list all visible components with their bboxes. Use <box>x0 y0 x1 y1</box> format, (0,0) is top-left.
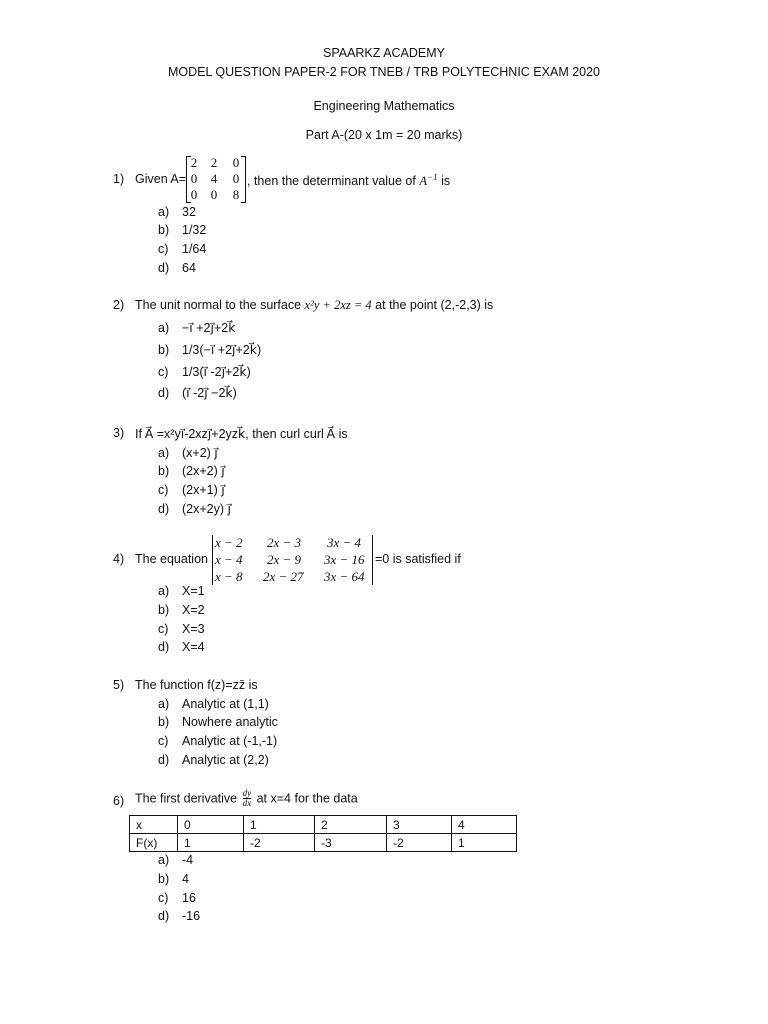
option-a <box>158 584 205 598</box>
matrix-cell: 0 <box>210 187 218 202</box>
matrix-cell: 2 <box>190 155 198 170</box>
option-text: (x+2) j⃗ <box>182 446 218 460</box>
option-text: X=1 <box>182 584 205 598</box>
option-text: 1/32 <box>182 223 207 237</box>
determinant-cell: 3x − 64 <box>324 569 365 584</box>
matrix-cell: 0 <box>232 171 240 186</box>
option-c <box>158 734 277 748</box>
matrix-cell: 0 <box>232 155 240 170</box>
option-letter: a) <box>158 697 170 711</box>
determinant-cell: 2x − 3 <box>267 535 302 550</box>
table-cell: -3 <box>315 834 387 852</box>
option-a <box>158 697 269 711</box>
option-letter: d) <box>158 386 170 400</box>
option-d <box>158 501 231 516</box>
question-number: 1) <box>113 172 125 186</box>
option-b <box>158 223 206 237</box>
determinant-cell: 3x − 4 <box>327 535 362 550</box>
option-letter: c) <box>158 483 169 497</box>
paper-title: MODEL QUESTION PAPER-2 FOR TNEB / TRB POLYTECHNIC EXAM 2020 <box>167 65 601 79</box>
option-text: -16 <box>182 909 201 923</box>
option-letter: d) <box>158 640 170 654</box>
table-cell: -2 <box>387 834 452 852</box>
option-letter: d) <box>158 753 170 767</box>
option-a <box>158 853 193 867</box>
determinant-cell: x − 4 <box>215 552 243 567</box>
option-text: Nowhere analytic <box>182 715 278 729</box>
determinant-cell: x − 8 <box>215 569 243 584</box>
option-text: Analytic at (2,2) <box>182 753 269 767</box>
question-text: If A⃗ =x²yi⃗-2xzj⃗+2yzk⃗, then curl curl A⃗ is <box>135 427 348 441</box>
table-row <box>130 834 517 852</box>
option-letter: c) <box>158 365 169 379</box>
question-text: The unit normal to the surface <box>135 298 302 312</box>
matrix-cell: 2 <box>210 155 218 170</box>
option-text: X=2 <box>182 603 205 617</box>
option-text: 16 <box>182 891 196 905</box>
question-text: The equation <box>135 552 208 566</box>
fraction-numerator: dy <box>242 788 252 798</box>
option-letter: c) <box>158 242 169 256</box>
option-c <box>158 242 206 256</box>
option-letter: b) <box>158 464 170 478</box>
option-text: Analytic at (-1,-1) <box>182 734 278 748</box>
option-letter: c) <box>158 622 169 636</box>
option-letter: b) <box>158 223 170 237</box>
option-text: (2x+2) j⃗ <box>182 464 225 478</box>
option-d <box>158 909 200 923</box>
option-text: −i⃗ +2j⃗+2k⃗ <box>182 321 236 335</box>
question-number: 5) <box>113 678 125 692</box>
option-letter: c) <box>158 891 169 905</box>
option-d <box>158 261 196 275</box>
matrix-cell: 8 <box>232 187 240 202</box>
table-cell: 4 <box>452 816 517 834</box>
question-number: 4) <box>113 552 125 566</box>
option-letter: b) <box>158 343 170 357</box>
option-c <box>158 891 196 905</box>
option-letter: a) <box>158 584 170 598</box>
determinant-cell: 2x − 27 <box>263 569 304 584</box>
determinant-cell: x − 2 <box>215 535 243 550</box>
option-text: 4 <box>182 872 189 886</box>
option-a <box>158 445 218 460</box>
matrix-cell: 0 <box>190 171 198 186</box>
option-text: -4 <box>182 853 194 867</box>
question-text: =0 is satisfied if <box>375 552 461 566</box>
surface-equation: x²y + 2xz = 4 <box>304 298 372 312</box>
question-number: 6) <box>113 794 125 808</box>
option-letter: a) <box>158 446 170 460</box>
option-text: X=3 <box>182 622 205 636</box>
option-b <box>158 463 225 478</box>
option-a <box>158 205 196 219</box>
option-text: 1/3(i⃗ -2j⃗+2k⃗) <box>182 365 251 379</box>
option-letter: a) <box>158 205 170 219</box>
subject-title: Engineering Mathematics <box>313 99 455 113</box>
option-letter: c) <box>158 734 169 748</box>
option-c <box>158 364 251 379</box>
option-letter: d) <box>158 502 170 516</box>
option-text: (2x+1) j⃗ <box>182 483 225 497</box>
option-letter: b) <box>158 872 170 886</box>
question-text: , then the determinant value of <box>247 174 416 189</box>
option-d <box>158 385 237 400</box>
option-text: (i⃗ -2j⃗ −2k⃗) <box>182 386 237 400</box>
fraction-denominator: dx <box>242 798 252 808</box>
academy-title: SPAARKZ ACADEMY <box>322 46 446 60</box>
determinant-cell: 2x − 9 <box>267 552 302 567</box>
derivative-fraction <box>243 789 252 808</box>
question-text: The first derivative <box>135 791 238 806</box>
question-text: Given A= <box>135 172 187 186</box>
option-letter: a) <box>158 321 170 335</box>
question-number: 3) <box>113 426 125 440</box>
determinant-left-bar <box>212 535 213 585</box>
option-text: 64 <box>182 261 196 275</box>
question-text: is <box>441 174 451 189</box>
option-text: 1/64 <box>182 242 207 256</box>
matrix-cell: 4 <box>210 171 218 186</box>
question-text: at x=4 for the data <box>256 791 358 806</box>
option-b <box>158 603 205 617</box>
option-text: 32 <box>182 205 196 219</box>
table-cell: F(x) <box>130 834 178 852</box>
option-text: (2x+2y) j⃗ <box>182 502 231 516</box>
table-cell: -2 <box>244 834 315 852</box>
option-d <box>158 640 205 654</box>
option-letter: d) <box>158 261 170 275</box>
determinant-right-bar <box>372 535 373 585</box>
inverse-exponent: −1 <box>427 172 438 182</box>
option-text: X=4 <box>182 640 205 654</box>
option-letter: b) <box>158 715 170 729</box>
option-text: 1/3(−i⃗ +2j⃗+2k⃗) <box>182 343 262 357</box>
question-number: 2) <box>113 298 125 312</box>
table-cell: x <box>130 816 178 834</box>
inverse-symbol: A <box>419 174 427 189</box>
table-row <box>130 816 517 834</box>
table-cell: 0 <box>178 816 244 834</box>
data-table <box>129 815 517 852</box>
option-c <box>158 482 225 497</box>
option-b <box>158 715 278 729</box>
question-text: at the point (2,-2,3) is <box>375 298 494 312</box>
table-cell: 1 <box>452 834 517 852</box>
table-cell: 1 <box>178 834 244 852</box>
matrix-cell: 0 <box>190 187 198 202</box>
option-text: Analytic at (1,1) <box>182 697 269 711</box>
option-letter: d) <box>158 909 170 923</box>
option-letter: a) <box>158 853 170 867</box>
option-d <box>158 753 269 767</box>
table-cell: 1 <box>244 816 315 834</box>
option-letter: b) <box>158 603 170 617</box>
part-title: Part A-(20 x 1m = 20 marks) <box>305 128 463 142</box>
determinant-cell: 3x − 16 <box>324 552 365 567</box>
option-b <box>158 872 189 886</box>
option-c <box>158 622 205 636</box>
option-a <box>158 320 235 335</box>
question-text: The function f(z)=zz̄ is <box>135 678 258 692</box>
table-cell: 2 <box>315 816 387 834</box>
option-b <box>158 342 261 357</box>
table-cell: 3 <box>387 816 452 834</box>
